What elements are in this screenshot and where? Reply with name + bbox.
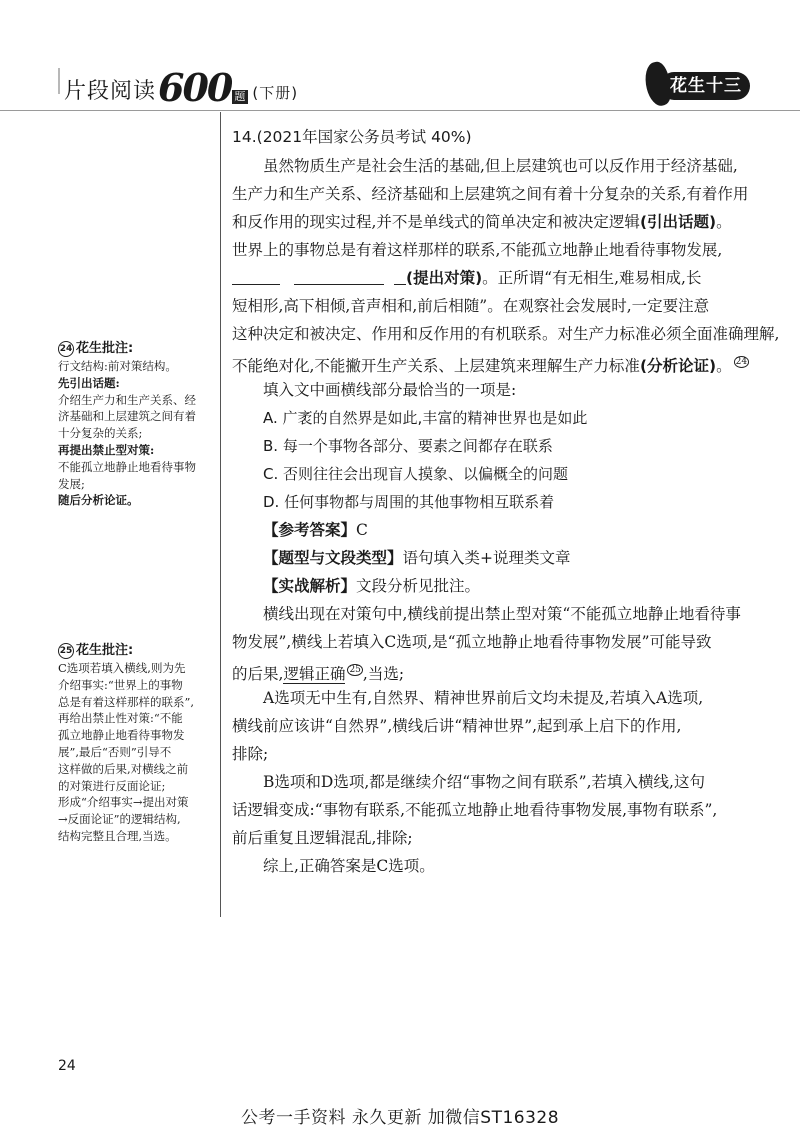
- question-type: 【题型与文段类型】语句填入类+说理类文章: [263, 549, 571, 567]
- note-line: 的对策进行反面论证;: [58, 778, 166, 793]
- note-number-badge: 25: [58, 643, 74, 659]
- book-title: [64, 65, 299, 110]
- passage-line: 不能绝对化,不能撇开生产关系、上层建筑来理解生产力标准(分析论证)。 $^{24}$: [232, 357, 748, 375]
- analysis-line: 前后重复且逻辑混乱,排除;: [232, 829, 413, 847]
- passage-line: (提出对策)。正所谓“有无相生,难易相成,长: [232, 268, 701, 288]
- note-line: 先引出话题:: [58, 375, 120, 390]
- answer-blank: [232, 270, 280, 285]
- side-note-heading: 25 花生批注:: [59, 643, 134, 658]
- book-title-prefix: 片段阅读: [64, 79, 157, 104]
- question-prompt: 填入文中画横线部分最恰当的一项是:: [263, 381, 517, 399]
- brand-name: 花生十三: [660, 72, 750, 100]
- note-line: 介绍事实:“世界上的事物: [58, 677, 183, 692]
- brand-logo: [646, 62, 764, 108]
- side-note-25: [58, 642, 220, 845]
- note-line: 形成“介绍事实→提出对策: [58, 795, 189, 810]
- analysis-line: 的后果,逻辑正确 $^{25}$ ,当选;: [232, 665, 405, 683]
- bookmark-tick: [58, 68, 60, 94]
- option-a: A. 广袤的自然界是如此,丰富的精神世界也是如此: [263, 409, 588, 427]
- note-line: 孤立地静止地看待事物发: [58, 728, 185, 743]
- note-reference-24: 24: [735, 357, 748, 367]
- question-title: 14.(2021年国家公务员考试 40%): [232, 128, 472, 146]
- side-note-24: [58, 340, 220, 509]
- note-line: 结构完整且合理,当选。: [58, 828, 177, 843]
- side-note-heading: 24 花生批注:: [59, 341, 134, 356]
- note-line: 这样做的后果,对横线之前: [58, 761, 189, 776]
- book-volume: (下册): [252, 84, 299, 102]
- note-line: 发展;: [58, 476, 85, 491]
- note-line: 再给出禁止性对策:“不能: [58, 711, 183, 726]
- side-column-divider: [220, 112, 221, 917]
- passage-line: 和反作用的现实过程,并不是单线式的简单决定和被决定逻辑(引出话题)。: [232, 213, 732, 231]
- passage-line: 生产力和生产关系、经济基础和上层建筑之间有着十分复杂的关系,有着作用: [232, 185, 749, 203]
- note-line: 总是有着这样那样的联系”,: [58, 694, 195, 709]
- note-line: 十分复杂的关系;: [58, 426, 143, 441]
- analysis-heading: 【实战解析】文段分析见批注。: [263, 577, 481, 595]
- analysis-line: 物发展”,横线上若填入C选项,是“孤立地静止地看待事物发展”可能导致: [232, 633, 712, 651]
- footer-watermark-text: 公考一手资料 永久更新 加微信ST16328: [240, 1108, 560, 1128]
- analysis-line: 排除;: [232, 745, 269, 763]
- note-line: 展”,最后“否则”引导不: [58, 744, 172, 759]
- note-number-badge: 24: [58, 341, 74, 357]
- option-c: C. 否则往往会出现盲人摸象、以偏概全的问题: [263, 465, 569, 483]
- note-line: 不能孤立地静止地看待事物: [58, 459, 196, 474]
- analysis-line: 话逻辑变成:“事物有联系,不能孤立地静止地看待事物发展,事物有联系”,: [232, 801, 718, 819]
- note-line: 再提出禁止型对策:: [58, 442, 155, 457]
- conclusion-line: 综上,正确答案是C选项。: [263, 857, 435, 875]
- note-reference-25: 25: [349, 665, 361, 675]
- answer-blank: [394, 270, 406, 285]
- reference-answer: 【参考答案】C: [263, 521, 368, 539]
- note-line: 介绍生产力和生产关系、经: [58, 392, 196, 407]
- option-b: B. 每一个事物各部分、要素之间都存在联系: [263, 437, 553, 455]
- analysis-line: 横线出现在对策句中,横线前提出禁止型对策“不能孤立地静止地看待事: [263, 605, 741, 623]
- book-title-suffix: 题: [234, 90, 247, 103]
- note-line: →反面论证”的逻辑结构,: [58, 812, 181, 827]
- note-line: 行文结构:前对策结构。: [58, 359, 177, 373]
- analysis-line: A选项无中生有,自然界、精神世界前后文均未提及,若填入A选项,: [263, 689, 704, 707]
- note-line: 济基础和上层建筑之间有着: [58, 409, 196, 424]
- passage-line: 虽然物质生产是社会生活的基础,但上层建筑也可以反作用于经济基础,: [263, 157, 738, 175]
- passage-line: 这种决定和被决定、作用和反作用的有机联系。对生产力标准必须全面准确理解,: [232, 325, 780, 343]
- option-d: D. 任何事物都与周围的其他事物相互联系着: [263, 493, 555, 511]
- header-rule: [0, 110, 800, 111]
- book-title-number: 600: [158, 65, 232, 110]
- page-number: 24: [58, 1058, 76, 1074]
- note-line: C选项若填入横线,则为先: [58, 661, 186, 675]
- passage-line: 短相形,高下相倾,音声相和,前后相随”。在观察社会发展时,一定要注意: [232, 297, 710, 315]
- note-line: 随后分析论证。: [58, 493, 139, 508]
- analysis-line: B选项和D选项,都是继续介绍“事物之间有联系”,若填入横线,这句: [263, 773, 705, 791]
- passage-line: 世界上的事物总是有着这样那样的联系,不能孤立地静止地看待事物发展,: [232, 241, 723, 259]
- answer-blank: [294, 270, 384, 285]
- analysis-line: 横线前应该讲“自然界”,横线后讲“精神世界”,起到承上启下的作用,: [232, 717, 682, 735]
